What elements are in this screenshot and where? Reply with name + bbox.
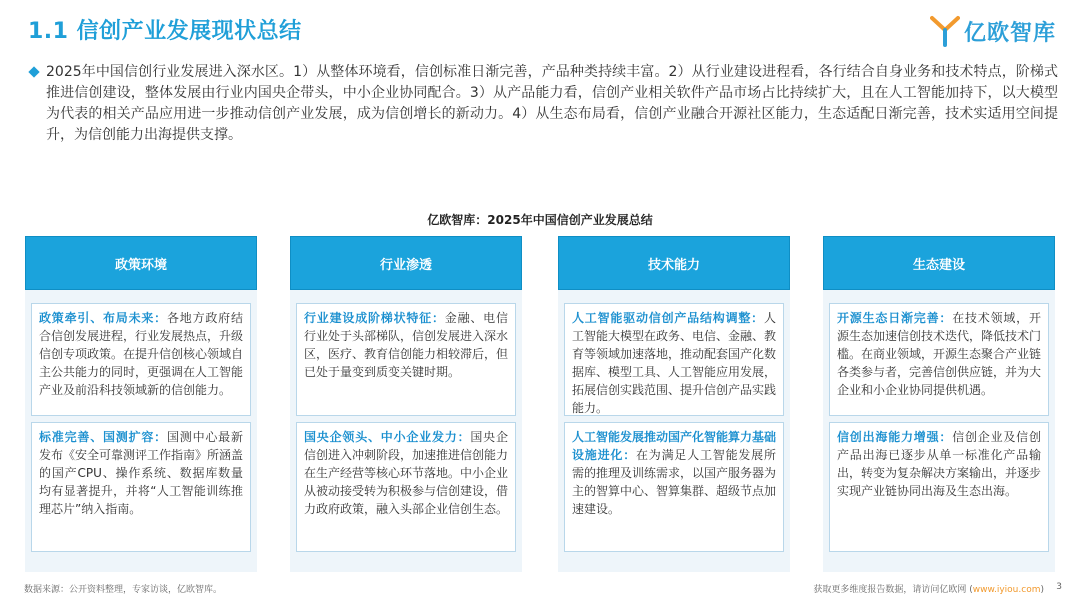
info-card <box>829 422 1049 552</box>
card-body: 人工智能大模型在政务、电信、金融、教育等领域加速落地，推动配套国产化数据库、模型工具、人工智能应用发展，拓展信创实践范围、提升信创产品实践能力。 <box>572 311 777 415</box>
yiou-logo-icon <box>930 15 960 47</box>
page-title: 1.1 信创产业发展现状总结 <box>28 19 302 44</box>
column-header: 政策环境 <box>25 236 257 290</box>
brand-logo <box>930 14 1056 48</box>
column-ecosystem-building <box>823 236 1055 572</box>
column-header: 行业渗透 <box>290 236 522 290</box>
column-industry-penetration <box>290 236 522 572</box>
card-heading: 人工智能驱动信创产品结构调整： <box>572 311 764 325</box>
page-number: 3 <box>1056 582 1062 592</box>
brand-name: 亿欧智库 <box>963 20 1056 46</box>
column-header: 生态建设 <box>823 236 1055 290</box>
info-card <box>296 422 516 552</box>
data-source-note: 数据来源：公开资料整理，专家访谈，亿欧智库。 <box>24 585 223 595</box>
info-card <box>564 303 784 416</box>
column-header: 技术能力 <box>558 236 790 290</box>
info-card <box>829 303 1049 416</box>
card-heading: 开源生态日渐完善： <box>837 311 953 325</box>
summary-text: 2025年中国信创行业发展进入深水区。1）从整体环境看，信创标准日渐完善，产品种类持续丰富。2）从行业建设进程看，各行结合自身业务和技术特点，阶梯式推进信创建设，整体发展由行业内国央企带头，中小企业协同配合。3）从产品能力看，信创产业相关软件产品市场占比持续扩大，且在人工智能加持下，以大模型为代表的相关产品应用进一步推动信创产业发展，成为信创增长的新动力。4）从生态布局看，信创产业融合开源社区能力，生态适配日渐完善，技术实适用空间提升，为信创能力出海提供支撑。 <box>46 64 1058 143</box>
card-heading: 政策牵引、布局未来： <box>39 311 167 325</box>
card-body: 金融、电信行业处于头部梯队，信创发展进入深水区，医疗、教育信创能力相较滞后，但已处于量变到质变关键时期。 <box>304 311 509 379</box>
more-reports-suffix: ) <box>1040 585 1044 595</box>
iyiou-link[interactable]: www.iyiou.com <box>972 585 1041 595</box>
card-body: 国央企信创进入冲刺阶段，加速推进信创能力在生产经营等核心环节落地。中小企业从被动接受转为积极参与信创建设，借力政府政策，融入头部企业信创生态。 <box>304 430 509 516</box>
card-heading: 人工智能发展推动国产化智能算力基础设施进化： <box>572 430 777 462</box>
info-card <box>296 303 516 416</box>
column-policy-environment <box>25 236 257 572</box>
card-body: 信创企业及信创产品出海已逐步从单一标准化产品输出，转变为复杂解决方案输出，并逐步实现产业链协同出海及生态出海。 <box>837 430 1042 498</box>
column-technical-capability <box>558 236 790 572</box>
card-heading: 标准完善、国测扩容： <box>39 430 167 444</box>
card-heading: 国央企领头、中小企业发力： <box>304 430 471 444</box>
more-reports-note <box>813 582 1044 595</box>
card-body: 国测中心最新发布《安全可靠测评工作指南》所涵盖的国产CPU、操作系统、数据库数量均有显著提升，并将“人工智能训练推理芯片”纳入指南。 <box>39 430 244 516</box>
info-card <box>564 422 784 552</box>
info-card <box>31 422 251 552</box>
info-card <box>31 303 251 416</box>
more-reports-prefix: 获取更多维度报告数据，请访问亿欧网 ( <box>813 585 973 595</box>
summary-block <box>28 62 1058 146</box>
diamond-bullet-icon <box>28 66 39 77</box>
section-title: 亿欧智库：2025年中国信创产业发展总结 <box>427 213 653 227</box>
card-heading: 行业建设成阶梯状特征： <box>304 311 445 325</box>
card-body: 各地方政府结合信创发展进程，行业发展热点，升级信创专项政策。在提升信创核心领域自主公共能力的同时，更强调在人工智能产业及前沿科技领域新的信创能力。 <box>39 311 244 397</box>
card-body: 在技术领域，开源生态加速信创技术迭代，降低技术门槛。在商业领域，开源生态聚合产业链各类参与者，完善信创供应链，并为大企业和小企业协同提供机遇。 <box>837 311 1042 397</box>
card-body: 在为满足人工智能发展所需的推理及训练需求，以国产服务器为主的智算中心、智算集群、超级节点加速建设。 <box>572 448 777 516</box>
card-heading: 信创出海能力增强： <box>837 430 953 444</box>
